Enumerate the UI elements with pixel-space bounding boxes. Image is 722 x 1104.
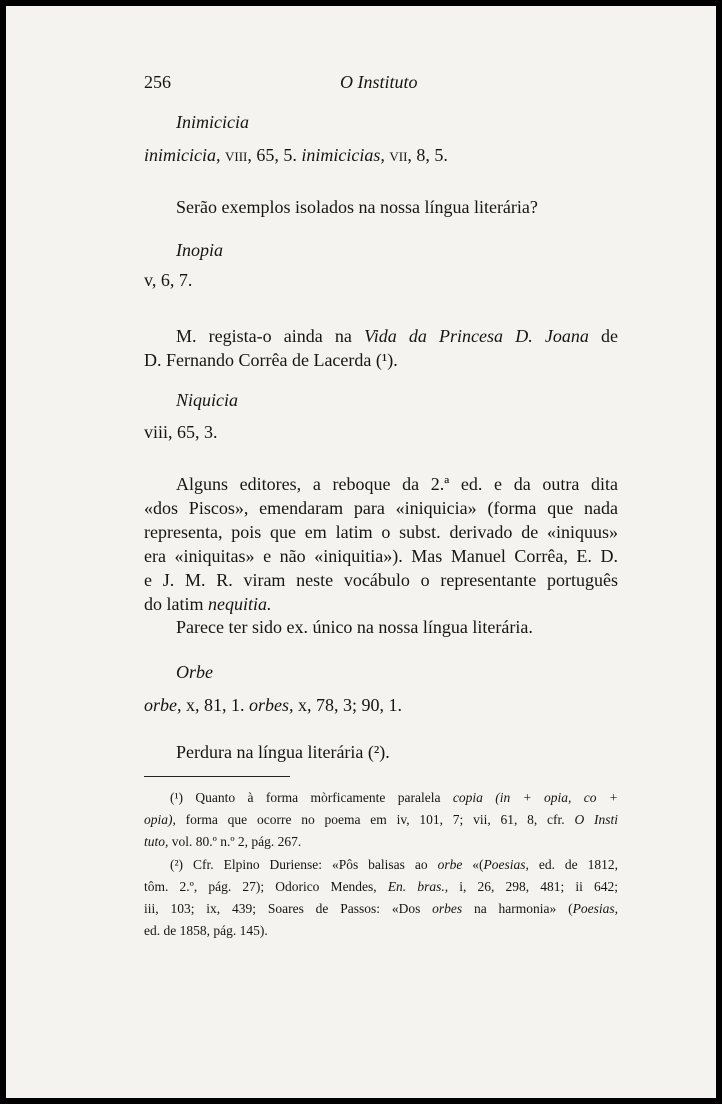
page [6, 6, 716, 1098]
footnote-line: tôm. 2.º, pág. 27); Odorico Mendes, En. bras., i, 26, 298, 481; ii 642; [144, 879, 618, 894]
footnote-2 [144, 854, 618, 942]
reference: viii, 65, 5. [224, 145, 297, 165]
running-title: O Instituto [340, 72, 418, 92]
inimicicia-references [144, 143, 448, 168]
text-line: M. regista-o ainda na Vida da Princesa D. Joana de [176, 326, 618, 346]
inopia-references: v, 6, 7. [144, 270, 193, 290]
reference: vii, 8, 5. [389, 145, 448, 165]
text-line: era «iniquitas» e não «iniquitia»). Mas Manuel Corrêa, E. D. [144, 546, 618, 566]
niquicia-references: viii, 65, 3. [144, 422, 218, 442]
word-form: inimicicia, [144, 145, 221, 165]
remark-perdura: Perdura na língua literária (²). [176, 742, 390, 762]
paragraph-alguns [144, 472, 618, 616]
text-line: Alguns editores, a reboque da 2.ª ed. e da outra dita [176, 474, 618, 494]
footnote-1 [144, 787, 618, 853]
reference: x, 81, 1. [186, 695, 245, 715]
page-number: 256 [144, 72, 171, 92]
footnote-line: ed. de 1858, pág. 145). [144, 923, 268, 938]
footnote-line: iii, 103; ix, 439; Soares de Passos: «Dos orbes na harmonia» (Poesias, [144, 901, 618, 916]
entry-heading-orbe: Orbe [176, 662, 213, 682]
paragraph-regista [144, 324, 618, 372]
word-form: inimicicias, [301, 145, 385, 165]
remark-parece: Parece ter sido ex. único na nossa língua literária. [176, 617, 533, 637]
text-line: D. Fernando Corrêa de Lacerda (¹). [144, 350, 398, 370]
footnote-line: (¹) Quanto à forma mòrficamente paralela copia (in + opia, co + [170, 790, 618, 805]
text-line: «dos Piscos», emendaram para «iniquicia» (forma que nada [144, 498, 618, 518]
text-line: do latim nequitia. [144, 594, 272, 614]
remark-serao: Serão exemplos isolados na nossa língua literária? [176, 197, 538, 217]
reference: x, 78, 3; 90, 1. [298, 695, 403, 715]
footnote-divider [144, 776, 290, 777]
entry-heading-inimicicia: Inimicicia [176, 112, 249, 132]
text-line: representa, pois que em latim o subst. derivado de «iniquus» [144, 522, 618, 542]
text-line: e J. M. R. viram neste vocábulo o representante português [144, 570, 618, 590]
word-form: orbe, [144, 695, 182, 715]
word-form: orbes, [249, 695, 294, 715]
orbe-references [144, 693, 402, 718]
footnote-line: (²) Cfr. Elpino Duriense: «Pôs balisas ao orbe «(Poesias, ed. de 1812, [170, 857, 618, 872]
footnote-line: tuto, vol. 80.º n.º 2, pág. 267. [144, 834, 302, 849]
footnote-line: opia), forma que ocorre no poema em iv, 101, 7; vii, 61, 8, cfr. O Insti [144, 812, 619, 827]
entry-heading-inopia: Inopia [176, 240, 223, 260]
entry-heading-niquicia: Niquicia [176, 390, 238, 410]
